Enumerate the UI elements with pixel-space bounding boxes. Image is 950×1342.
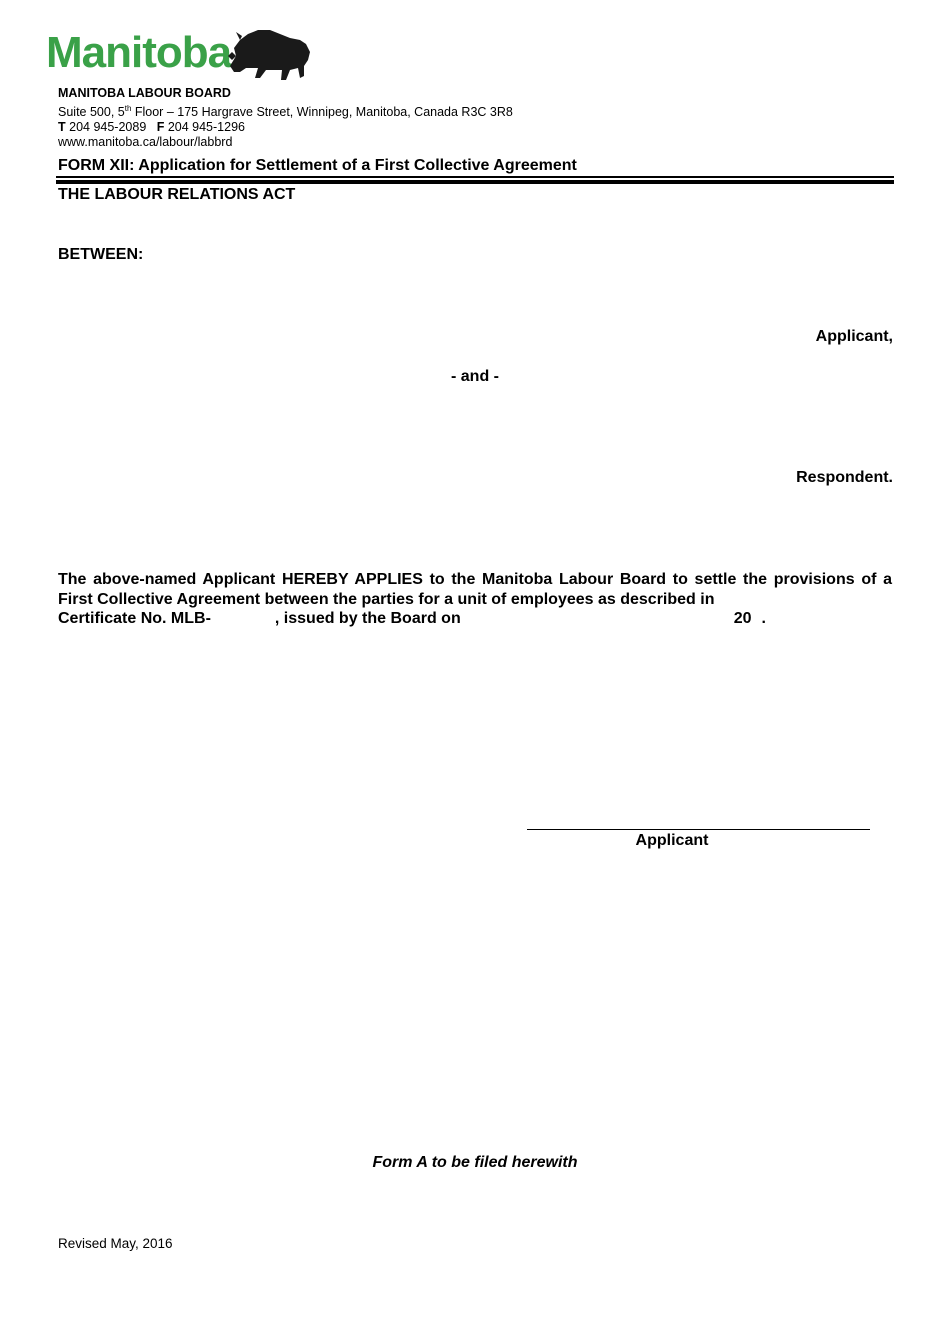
applicant-party-label: Applicant,	[815, 328, 893, 345]
form-title: FORM XII: Application for Settlement of a First Collective Agreement	[58, 157, 577, 174]
respondent-party-label: Respondent.	[796, 469, 893, 486]
board-name: MANITOBA LABOUR BOARD	[58, 86, 231, 100]
title-rule-thin	[56, 176, 894, 178]
year-prefix: 20	[733, 610, 752, 627]
revision-date: Revised May, 2016	[58, 1236, 173, 1251]
act-heading: THE LABOUR RELATIONS ACT	[58, 186, 296, 203]
between-label: BETWEEN:	[58, 246, 144, 263]
certificate-label: Certificate No. MLB-	[58, 610, 211, 627]
board-street-address: Suite 500, 5th Floor – 175 Hargrave Street, Winnipeg, Manitoba, Canada R3C 3R8	[58, 104, 513, 120]
board-phone-fax: T 204 945-2089 F 204 945-1296	[58, 120, 245, 135]
signature-line[interactable]	[527, 829, 870, 830]
filing-note: Form A to be filed herewith	[372, 1154, 578, 1171]
logo-wordmark: Manitoba	[46, 28, 232, 77]
manitoba-logo	[46, 26, 312, 84]
title-rule-thick	[56, 180, 894, 184]
issued-label: , issued by the Board on	[274, 610, 461, 627]
signature-label: Applicant	[635, 832, 709, 849]
board-website[interactable]: www.manitoba.ca/labour/labbrd	[58, 135, 233, 150]
and-separator: - and -	[451, 368, 499, 385]
board-address-block	[58, 86, 513, 150]
bison-icon	[226, 26, 312, 82]
application-paragraph: The above-named Applicant HEREBY APPLIES to the Manitoba Labour Board to settle the provisions of a First Collective Agreement between the parties for a unit of employees as described in	[58, 571, 892, 608]
certificate-line: Certificate No. MLB- , issued by the Board on 20 .	[58, 610, 766, 627]
